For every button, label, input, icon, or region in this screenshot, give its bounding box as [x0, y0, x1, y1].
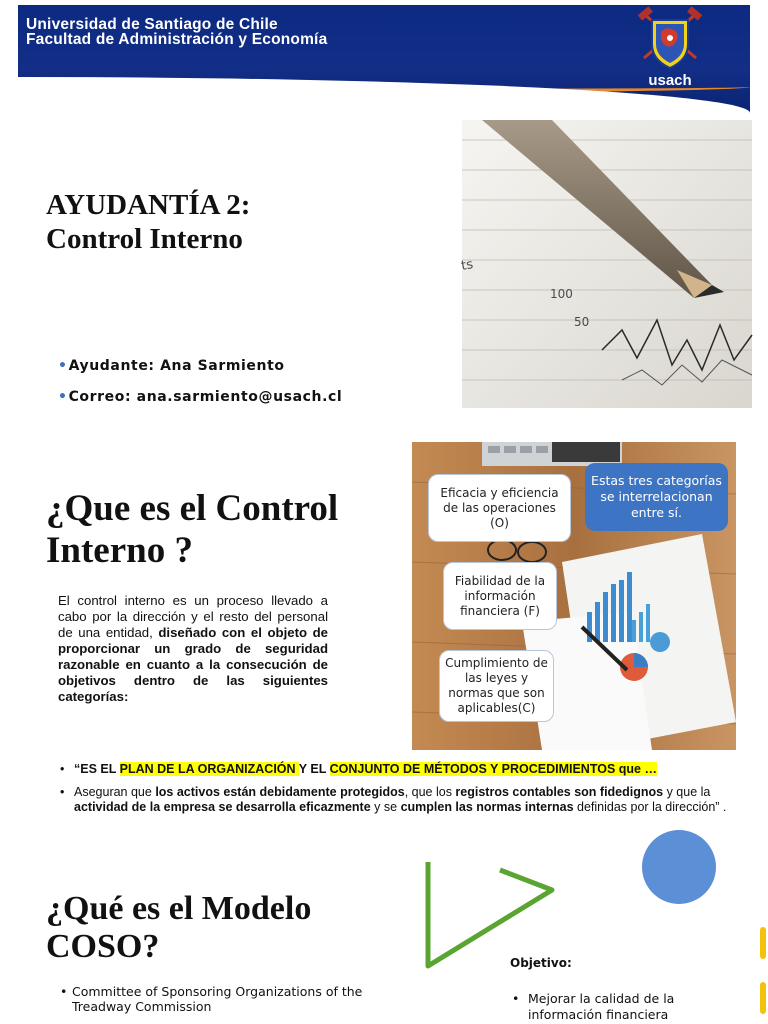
objetivo-bullet: • Mejorar la calidad de la información financiera — [510, 991, 720, 1023]
usach-logo — [630, 8, 710, 90]
bullet-plan: • “ES EL PLAN DE LA ORGANIZACIÓN Y EL CONJUNTO DE MÉTODOS Y PROCEDIMIENTOS que … — [58, 762, 728, 777]
callout-interrelation-note: Estas tres categorías se interrelacionan entre sí. — [585, 463, 728, 531]
objetivo-label: Objetivo: — [510, 956, 572, 970]
photo-label: ts — [460, 257, 475, 274]
callout-financial: Fiabilidad de la información financiera (F) — [443, 562, 557, 630]
blue-circle-decoration — [642, 830, 716, 904]
callout-operations: Eficacia y eficiencia de las operaciones (O) — [428, 474, 571, 542]
bullet-assurance: • Aseguran que los activos están debidamente protegidos, que los registros contables son fidedignos y que la actividad de la empresa se desarrolla eficazmente y se cumplen las normas internas definidas por la dirección” . — [58, 785, 728, 815]
faculty-name: Facultad de Administración y Economía — [26, 31, 328, 48]
usach-shield-icon — [630, 8, 710, 72]
pencil-chart-photo — [462, 120, 752, 408]
coso-definition-bullet: • Committee of Sponsoring Organizations of the Treadway Commission — [58, 984, 378, 1014]
assistant-bullet: •Ayudante: Ana Sarmiento — [58, 358, 285, 374]
email-bullet: •Correo: ana.sarmiento@usach.cl — [58, 389, 343, 405]
callout-compliance: Cumplimiento de las leyes y normas que son aplicables(C) — [439, 650, 554, 722]
yellow-bar-decoration — [760, 927, 766, 959]
slide3-title: ¿Qué es el Modelo COSO? — [46, 890, 312, 965]
definition-bullets — [58, 762, 728, 823]
photo-label: 50 — [574, 315, 590, 329]
logo-text: usach — [648, 72, 692, 89]
definition-paragraph: El control interno es un proceso llevado a cabo por la dirección y el resto del personal de una entidad, diseñado con el objeto de proporcionar un grado de seguridad razonable en cuanto a la consecución de objetivos dentro de las siguientes categorías: — [58, 593, 329, 704]
university-name: Universidad de Santiago de Chile — [26, 16, 278, 33]
slide2-title: ¿Que es el Control Interno ? — [46, 488, 339, 571]
photo-label: 100 — [550, 287, 573, 301]
yellow-bar-decoration — [760, 982, 766, 1014]
slide1-title: AYUDANTÍA 2: Control Interno — [46, 189, 251, 255]
